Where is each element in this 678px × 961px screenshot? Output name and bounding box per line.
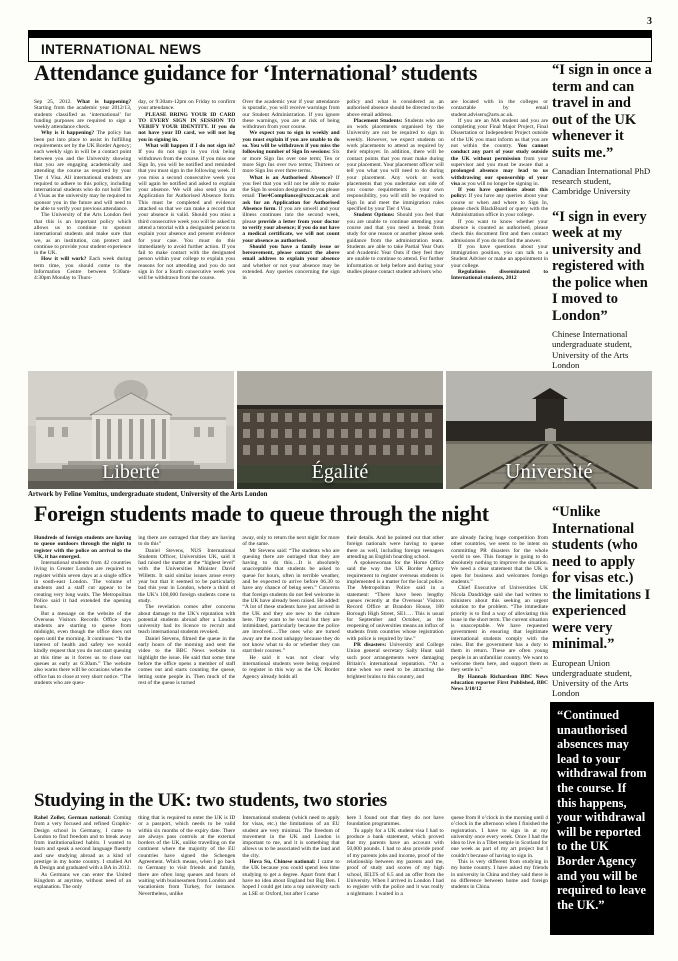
article2-column-2	[138, 535, 235, 785]
article1-column-1	[34, 99, 131, 366]
article3-column-4	[347, 815, 444, 952]
article2-column-5	[451, 535, 548, 785]
warning-quote-box: “Continued unauthorised absences may lead to your withdrawal from the course. If this happens, your withdrawal will be reported to the UK Border Agency and you will be required to leave the UK.”	[550, 702, 654, 935]
article1-column-5	[451, 99, 548, 366]
paragraph: thing that is required to enter the UK is ID or a passport, which needs to be valid within six months of the expiry date. There are always pass controls at the external borders of the UK, unlike travelling on the continent where the majority of the EU countries have signed the Schengen Agreement. Which means, when I go back to Germany to visit friends and family, there are often long queues and hours of waiting with businessmen from London and vacationists from Turkey, for instance. Nevertheless, unlike	[138, 815, 236, 897]
pullquote-1-attribution: Canadian International PhD research student, Cambridge University	[552, 166, 651, 197]
article3-column-5	[451, 815, 548, 952]
paragraph: Hundreds of foreign students are having to queue outdoors through the night to register with the police on arrival to the UK, it has emerged.	[34, 535, 132, 560]
artwork-strip	[28, 371, 652, 489]
paragraph: If you want to know whether your absence is counted as authorised, please check this document first and then contact admissions if you do not find the answer.	[450, 218, 548, 244]
artwork-image-liberte	[28, 371, 234, 489]
paragraph: This is very different from studying in my home country. I have asked my friends in university in China and they said there is no difference between home and foreign students in China.	[450, 859, 548, 891]
pullquote-sidebar-top	[552, 62, 652, 370]
paragraph: are already facing huge competition from other countries, we seem to be intent on committing PR disasters for the whole world to see. This footage is going to do absolutely nothing to improve the situation. We need a clear statement that the UK is open for business and welcomes foreign students.”	[450, 535, 548, 586]
paragraph: International students from 42 countries living in Greater London are required to register within seven days at a single office in south-east London. The volume of students and a staff cut appear to be creating very long waits. The Metropolitan Police said it had extended the opening hours.	[34, 560, 132, 611]
paragraph: The University of the Arts London feel that this is an important policy which allows us to continue to sponsor international students and make sure that we, as an institution, can protect and continue to provide your student experience in the UK.	[34, 212, 132, 257]
pullquote-3: “Unlike International students (who need to apply for visas etc.) the limitations I experienced were very minimal.”	[552, 504, 651, 652]
article3-column-1	[34, 815, 131, 952]
paragraph: Chief Executive of Universities UK Nicola Dandridge said she had written to ministers about this seeking an urgent solution to the problem. “The immediate priority is to find a way of alleviating this issue in the short term. The current situation is unacceptable. We have requested government in ensuring that legitimate international students comply with the rules. But the government has a duty to them in return. These are often young people in an unfamiliar country. We want to welcome them here, and support them as they settle in.”	[450, 585, 548, 674]
article2-column-1	[34, 535, 131, 785]
article3-body	[34, 815, 548, 952]
paragraph: If you have questions about this policy: If you have any queries about your course or when and where to Sign In, please check BlackBoard or query with the Administration office in your college.	[450, 187, 548, 219]
paragraph: As Germans we can enter the United Kingdom at anytime, without need of an explanation. The only	[34, 871, 132, 891]
pullquote-1: “I sign in once a term and can travel in and out of the UK whenever it suits me.”	[552, 62, 652, 161]
artwork-label-liberte: Liberté	[102, 461, 160, 483]
section-header	[28, 30, 652, 62]
artwork-label-universite: Université	[505, 459, 593, 483]
article1-column-2	[138, 99, 235, 366]
paragraph: If you are an MA student and you are completing your Final Major Project, Final Dissertation or Independent Project outside of the UK you must inform us that you are not within the country. You cannot conduct any part of your study outside the UK without permission from your supervisor and you must be aware that a prolonged absence may lead to us withdrawing our sponsorship of your visa as you will no longer be signing in.	[450, 117, 548, 187]
paragraph: We expect you to sign in weekly and you must explain if you are unable to do so. You will be withdrawn if you miss the following number of Sign In sessions: Six or more Sign Ins over one term; Ten or more Sign Ins over two terms; Thirteen or more Sign Ins over three terms.	[242, 130, 340, 175]
paragraph: Student Options: Should you feel that you are unable to continue attending your course and that you need a break from study for one reason or another please seek guidance from the administration team. Students are able to take Partial Year Outs and Academic Year Outs if they feel they are unable to continue to attend. For further information or help before and during your studies please contact student advisers who	[346, 212, 444, 276]
paragraph: He said it was not clear why international students were being required to register in this way as the UK Border Agency already holds all	[242, 654, 340, 680]
article2-headline: Foreign students made to queue through the night	[34, 501, 489, 526]
paragraph: By Hannah Richardson BBC News education reporter First Published, BBC News 3/10/12	[450, 673, 548, 693]
paragraph: Daniel Stevens, filmed the queue in the early hours of the morning and sent the video to the BBC News website to highlight the issue. He said that some time before the office opens a member of staff comes out and starts counting the queue, letting some people in. Then much of the rest of the queue is turned	[138, 635, 236, 686]
article1-body	[34, 99, 548, 366]
paragraph: What is an Authorised Absence? If you feel that you will not be able to make the Sign In session designated to you please email Tier4Compliance@xxxx.ac.uk and ask for an Application for Authorised Absence form. If you are unwell and your illness continues into the second week, please provide a letter from your doctor to verify your absence; if you do not have a medical certificate, we will not count your absence as authorised.	[242, 174, 340, 244]
paragraph: Placement Students: Students who are on work placements organised by the University are not be required to sign in weekly. However, we expect students on work placements to attend as required by their employer. In addition, there will be contact points that you must make during your placement. Your placement officer will tell you what you will need to do during your placement. Any work or work placements that you undertake out side of you course requirements is your own responsibility, you will still be required to Sign In and meet the immigration rules specified by your Tier 4 Visa.	[346, 117, 444, 213]
article3-column-3	[242, 815, 339, 952]
paragraph: Sep 25, 2012. What is happening? Starting from the academic year 2012/13, students classified as ‘international’ for funding purposes are required to sign a weekly attendance check.	[34, 99, 132, 131]
artwork-image-universite	[446, 371, 652, 489]
article1-column-3	[242, 99, 339, 366]
paragraph: To apply for a UK student visa I had to produce a bank statement, which proved that my parents have an account with 50,000 pounds. I had to also provide proof of my parents jobs and income, proof of the relationship between my parents and me, proof of study and scores of my high school, IELTS of 6.5 and an offer from the University. When I arrived in London I had to register with the police and it was really a nightmare. I waited in a	[346, 827, 444, 897]
paragraph: policy and what is considered as an authorised absence should be directed to the above email address.	[346, 99, 444, 118]
paragraph: Over the academic year if your attendance is sporadic, you will receive warnings from our Student Administration. If you ignore these warnings, you are at risk of being withdrawn from your course.	[242, 99, 340, 131]
artwork-image-egalite	[237, 371, 443, 489]
pullquote-sidebar-mid	[552, 504, 652, 698]
pullquote-3-attribution: European Union undergraduate student, University of the Arts London	[552, 657, 632, 699]
paragraph: The revelation comes after concerns about damage to the UK’s reputation with potential students abroad after a London university had its licence to recruit and teach international students revoked.	[138, 604, 236, 636]
pullquote-2: “I sign in every week at my university and registered with the police when I moved to London”	[552, 208, 648, 324]
paragraph: Should you have a family issue or bereavement, please contact the above email address to explain your absence and whether or not your absence may be extended. Any queries concerning the sign in	[242, 243, 340, 282]
paragraph: Daniel Stevens, NUS International Students Officer, Universities UK, said it had raised the matter at the “highest level” with the Universities Minister David Willetts. It said similar issues arose every year but that it seemed to be particularly bad this year in London, where a third of the UK’s 100,000 foreign students come to study.	[138, 547, 236, 604]
paragraph: ing there are outraged that they are having to do this”	[138, 535, 236, 548]
paragraph: away, only to return the next night for more of the same.	[242, 535, 340, 548]
paragraph: PR disasters: University and College Union general secretary Sally Hunt said such poor arrangements were damaging Britain’s international reputation. “At a time when we need to be attracting the brightest brains to this country, and	[346, 642, 444, 680]
paragraph: day, or 9:30am-12pm on Friday to confirm your attendance.	[138, 99, 236, 112]
artwork-caption: Artwork by Feline Vomitus, undergraduate student, University of the Arts London	[28, 491, 268, 498]
paragraph: queue from 8 o’clock in the morning until 4 o’clock in the afternoon when I finished the registration. I have to sign in at my university once every week. Once I had the idea to live in a Tibet temple in Scotland for one week as part of my art project but I couldn’t because of having to sign in.	[450, 815, 548, 859]
paragraph: here I found out that they do not have foundation programmes.	[346, 815, 444, 828]
paragraph: How it will work? Each week during term time, you should come to the Information Centre between 9:30am-4:30pm Monday to Thurs-	[34, 256, 132, 282]
paragraph: International students (which need to apply for visas, etc.) the limitations of an EU student are very minimal. The freedom of movement in the UK and London is important to me, and it is something that allows us to be associated with the land and the city.	[242, 815, 340, 859]
paragraph: But a message on the website of the Overseas Visitors Records Office says students are starting to queue from midnight, even though the office does not open until the morning. It continues: “In the interest of health and safety we would kindly request that you do not start queuing at this time as it forces us to close our queues as early as 6:30am.” The website also warns there will be occasions when the office has to close at very short notice. “The students who are queu-	[34, 610, 132, 686]
article3-headline: Studying in the UK: two students, two stories	[34, 790, 387, 811]
paragraph: If you have questions about your immigration position, you can talk to a Student Adviser or make an appointment in your college.	[450, 243, 548, 269]
article2-column-4	[347, 535, 444, 785]
page-number: 3	[647, 16, 652, 27]
article3-column-2	[138, 815, 235, 952]
article2-body	[34, 535, 548, 785]
paragraph: A spokeswoman for the Home Office said the way the UK Border Agency requirement to register overseas students is implemented is a matter for the local police. The Metropolitan Police said in a statement: “There have been lengthy queues recently at the Overseas’ Visitors Record Office at Brandon House, 180 Borough High Street, SE1…. This is usual for September and October, as the reopening of universities means an influx of students from countries whose registration with police is required by law.”	[346, 560, 444, 642]
paragraph: Rahel Zoller, German national: Coming from a very focused and refined Graphic-Design school in Germany, I came to London to find freedom and to break away from institutionalized habits. I wanted to learn and speak a second language fluently and saw studying abroad as a kind of prestige in my home country. I studied Art & Design and graduated with a BA in 2012.	[34, 815, 132, 872]
section-title: INTERNATIONAL NEWS	[41, 42, 202, 57]
paragraph: Mr Stevens said: “The students who are queuing there are outraged that they are having to do this….It is absolutely unacceptable that students be asked to queue for hours, often in terrible weather, and be expected to arrive before 06.30 to have any chance of being seen.” Concerns that foreign students do not feel welcome in the UK have already been raised. He added: “A lot of these students have just arrived in the UK and they are new to the culture here. They want to be vocal but they are intimidated, particularly because the police are involved….The ones who are turned away are the most unhappy because they do not know what to do or whether they can start their courses.”	[242, 547, 340, 655]
article1-column-4	[347, 99, 444, 366]
article2-column-3	[242, 535, 339, 785]
paragraph: What will happen if I do not sign in? If you do not sign in you risk being withdrawn from the course. If you miss one Sign In, you will be notified and reminded that you must sign in the following week. If you miss a second consecutive week you will again be notified and asked to explain your absence. We will also send you an Application for Authorised Absence form. This must be completed and evidence attached so that we can make a record that your absence is valid. Should you miss a third consecutive week you will be asked to attend a tutorial with a designated person to explain your absence and present evidence for your case. You must do this immediately to avoid further action. If you fail to make contact with the designated person within your college to explain your reasons for not attending and you do not sign in for a fourth consecutive week you will be withdrawn from the course.	[138, 143, 236, 282]
article1-headline: Attendance guidance for ‘International’ students	[34, 60, 478, 85]
artwork-label-egalite: Égalité	[311, 461, 369, 483]
paragraph: their details. And he pointed out that other foreign nationals were having to queue there as well, including foreign teenagers attending an English boarding school.	[346, 535, 444, 560]
paragraph: are located with in the colleges or contactable by email student.advisers@arts.ac.uk.	[450, 99, 548, 118]
paragraph: Hova Su, Chinese national: I came to the UK because you could spend less time studying to get a degree. Apart from that I have no idea about England but Big Ben. I hoped I could get into a top university such as LSE or Oxford, but after I came	[242, 859, 340, 897]
pullquote-2-attribution: Chinese International undergraduate student, University of the Arts London	[552, 329, 632, 370]
paragraph: Regulations disseminated to International students, 2012	[450, 269, 548, 282]
paragraph: PLEASE BRING YOUR ID CARD TO EVERY SIGN IN SESSION TO VERIFY YOUR IDENTITY. If you do not have your ID card, we will not log you in signing in.	[138, 111, 236, 143]
paragraph: Why is it happening? The policy has been put into place to assist in fulfilling requirements set by the UK Border Agency; each weekly sign in will be a contact point between you and the University showing that you are engaging academically and attending the course as required by your Tier 4 Visa. All international students are required to adhere to this policy, including international students who do not hold Tier 4 Visas as the university may be required to sponsor you in the future and will need to be able to verify your previous attendance.	[34, 130, 132, 213]
